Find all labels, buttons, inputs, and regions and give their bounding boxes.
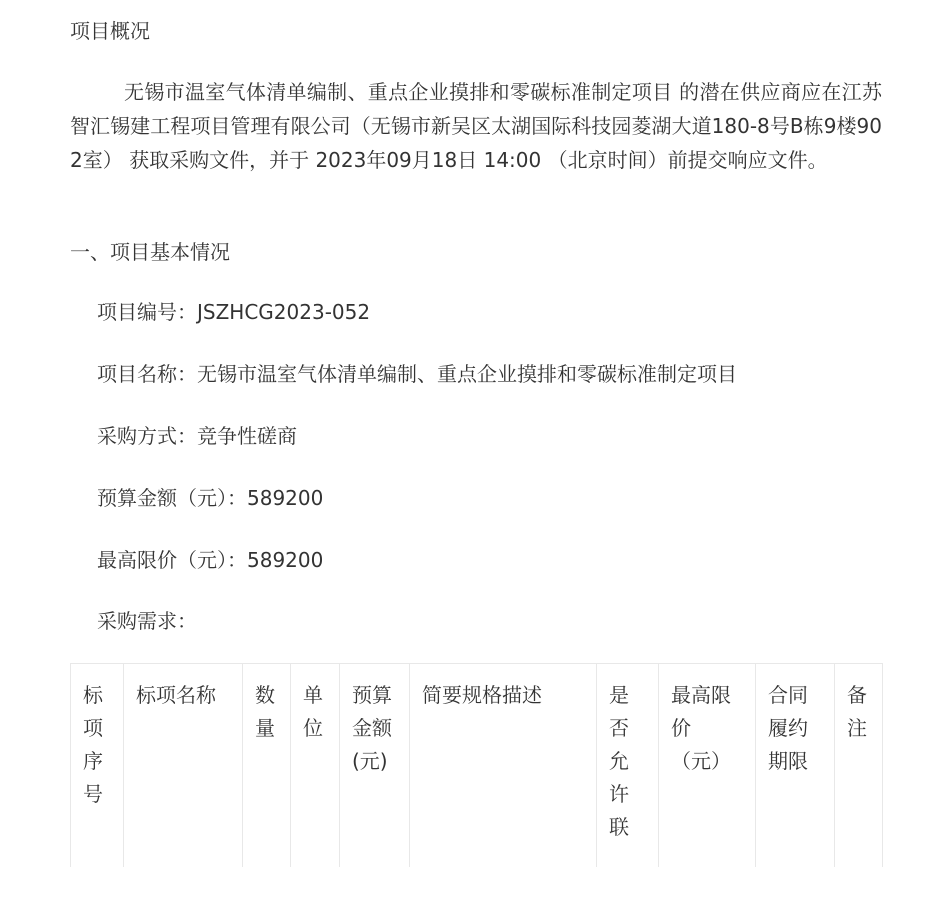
col-quantity: 数量 <box>243 664 291 868</box>
procurement-method: 采购方式：竞争性磋商 <box>97 424 297 448</box>
col-lot-name: 标项名称 <box>124 664 243 868</box>
col-budget: 预算金额(元) <box>340 664 410 868</box>
budget-amount: 预算金额（元）：589200 <box>97 486 324 510</box>
col-lot-number: 标项序号 <box>71 664 124 868</box>
requirements-table <box>70 663 883 867</box>
overview-title: 项目概况 <box>70 19 150 43</box>
col-max-price: 最高限价 （元） <box>659 664 756 868</box>
col-contract-period: 合同履约期限 <box>756 664 835 868</box>
col-consortium: 是否允许联 <box>597 664 659 868</box>
section-title: 一、项目基本情况 <box>70 240 230 264</box>
max-price: 最高限价（元）：589200 <box>97 548 324 572</box>
col-remarks: 备注 <box>835 664 883 868</box>
project-name: 项目名称：无锡市温室气体清单编制、重点企业摸排和零碳标准制定项目 <box>97 362 737 386</box>
table-header-row <box>71 664 883 868</box>
col-unit: 单位 <box>291 664 340 868</box>
requirements-label: 采购需求： <box>97 609 197 633</box>
project-number: 项目编号：JSZHCG2023-052 <box>97 300 371 324</box>
col-spec: 简要规格描述 <box>410 664 597 868</box>
overview-paragraph: 无锡市温室气体清单编制、重点企业摸排和零碳标准制定项目 的潜在供应商应在江苏智汇锡建工程项目管理有限公司（无锡市新吴区太湖国际科技园菱湖大道180-8号B栋9楼902室） 获取采购文件，并于 2023年09月18日 14:00 （北京时间）前提交响应文件。 <box>70 80 882 172</box>
